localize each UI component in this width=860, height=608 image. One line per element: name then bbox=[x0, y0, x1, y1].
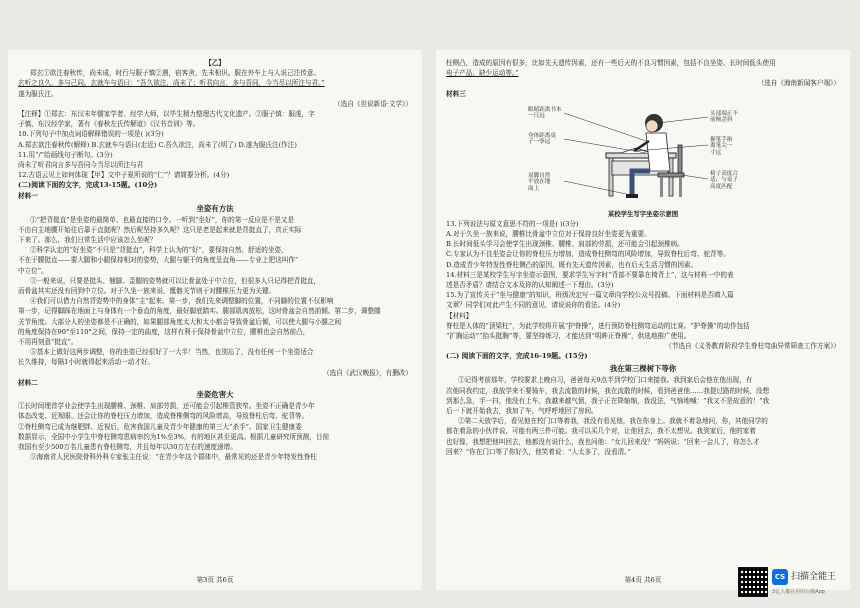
material-2-source: （选自《海南新闻客户端》） bbox=[757, 79, 840, 88]
question-15: 15.为了宣传关于“坐与健康”的知识，班级决定写一篇文章向学校公众号投稿。下面材料是否填入篇 bbox=[446, 291, 734, 300]
question-13-option-a: A.对于久坐一族来说，腰椎比骨盆中立位对于保持良好坐姿更为重要。 bbox=[446, 230, 651, 239]
material-3-label: 材料三 bbox=[446, 89, 466, 98]
story-title: 我在第三棵树下等你 bbox=[609, 364, 677, 374]
story-line-2: 次他同我约定，我放学来不要骑车，我去流散的时候，我在流散的时候，看到爸爸他……我提过路的时候，没想 bbox=[446, 386, 770, 395]
material-1-line-10: 第一步，记得脚踩在地面上与身体有一个垂直的角度，最好脚底踏实。腿部肌肉放松，这时骨盆会自然前倾。第二步，调整膝 bbox=[18, 307, 381, 316]
question-10-options: A.郑玄欲注春秋传(解释) B.玄就车与语曰(走近) C.吾久欲注，尚未了(明了) D.遂为服氏注(作注) bbox=[18, 140, 297, 149]
question-13-option-d: D.造成青少年特发性脊柱侧凸的原因，既有先天遗传因素，也有后天生活习惯的因素。 bbox=[446, 260, 698, 269]
material-1-line-9: ④我们可以借力自然背姿势中的身体“主”起来。第一步，我们先来调整脚的位置，不同脚的位置不仅影响 bbox=[30, 297, 334, 306]
question-11: 11.用“/”给画线句子断句。(3分) bbox=[18, 150, 113, 159]
story-line-3: 到那么急，手一抖，他没有上车。我越来越气愤，我子正在降缩缩，我没法，气恼地喊：“我又不是故意的！”我 bbox=[446, 396, 770, 405]
passage-yi-source: （选自《世说新语·文学》） bbox=[334, 99, 412, 108]
scanner-app-slogan: 3亿人都在用的扫描App bbox=[772, 589, 825, 595]
exam-page-left bbox=[8, 50, 422, 590]
figure-caption: 某校学生写字坐姿示意图 bbox=[607, 209, 679, 218]
material-2-cont-line-2: 电子产品、缺少运动等。” bbox=[446, 69, 519, 78]
passage-yi-line-1: 郑玄①欲注春秋传，尚未成，时行与服子慎②遇，宿客舍，先未相识。服在外车上与人说己注传意。 bbox=[30, 69, 321, 78]
page-number-left: 第3页 共6页 bbox=[196, 576, 234, 584]
exam-page-right bbox=[436, 50, 850, 590]
question-12: 12.古语云见上如何体现【甲】文中子夏所说的“仁”？请简要分析。(4分) bbox=[18, 171, 230, 180]
material-1-source: （选自《武汉晚报》，有删改） bbox=[322, 368, 412, 377]
story-line-6: 都在着急的小伙伴说，可能有两三件可能。我可以买几个对，让他回去，我不太想见。我到家后，他的家着 bbox=[446, 427, 756, 436]
figure-label-finger: 握笔手指 离笔尖一 寸远 bbox=[710, 136, 733, 156]
figure-label-eye-distance: 眼睛距离书本 一尺远 bbox=[528, 106, 562, 120]
sitting-posture-figure bbox=[446, 101, 840, 219]
notes-line-2: 子慎，东汉经学家，著有《春秋左氏传解谊》《汉书音训》等。 bbox=[18, 120, 200, 129]
question-15-source: （节选自《义务教育阶段学生脊柱弯曲异常筛查工作方案》） bbox=[665, 342, 840, 351]
question-15-material-label: 【材料】 bbox=[446, 311, 473, 320]
material-1-line-8: 而骨盆其实还没有回到中立位。对于久坐一族来说，骶髂关节则于对腰椎压力更为关键。 bbox=[18, 287, 276, 296]
material-2-line-3: ②脊柱侧弯已成为继肥胖、近视后，危害我国儿童及青少年健康的第三大“杀手”。国家卫生健康委 bbox=[18, 422, 302, 431]
posture-illustration bbox=[446, 101, 840, 211]
figure-label-chair: 椅子高度合 适，与桌子 高度匹配 bbox=[710, 170, 738, 190]
notes-line-1: 【注释】①郑玄：东汉末年儒家学者、经学大师，以毕生精力整理古代文化遗产。②服子慎：服虔，字 bbox=[18, 110, 315, 119]
scanner-watermark bbox=[738, 565, 860, 605]
material-1-line-13: 不用再刻意“挺直”。 bbox=[18, 338, 78, 347]
scanner-app-name: 扫描全能王 bbox=[791, 572, 837, 582]
material-2-line-2: 体态改变、近视眼、还会让你的脊柱压力增加，造成脊椎侧弯的风险增高，导致脊柱后弯、驼背等。 bbox=[18, 412, 309, 421]
figure-label-head: 头部端正不 前倾歪斜 bbox=[710, 110, 738, 124]
material-1-line-5: 不在于腰挺直——要大腿和小腿保持相对的姿势，大腿与躯干的角度呈直角——专业上把这叫作“ bbox=[18, 256, 299, 265]
passage-yi-line-2: 玄听之良久，多与己同。玄就车与语曰：“吾久欲注，尚未了；听君向言，多与吾同，今当尽以所注与君。” bbox=[18, 79, 325, 88]
story-line-7: 也好像，我想把他叫回去，他都没有说什么，我也问他：“女儿回来没？”妈妈说：“回来一会儿了，你怎么才 bbox=[446, 437, 760, 446]
question-13-option-c: C.专家认为不良坐姿会让你的脊柱压力增加，造成脊柱侧弯的风险增加，导致脊柱后弯、驼背等。 bbox=[446, 250, 730, 259]
passage-yi-line-3: 遂为服氏注。 bbox=[18, 89, 58, 98]
material-1-label: 材料一 bbox=[18, 192, 38, 201]
story-line-1: ①记得考前那年，学校要求上晚自习，爸爸每天9点半到学校门口来接我。我到家后会他在他出现，有 bbox=[458, 376, 753, 385]
page-number-right: 第4页 共6页 bbox=[624, 576, 662, 584]
material-1-line-12: 的角度保持在90°至110°之间，保持一定的曲度，这样有利于保持骨盆中立位，腰椎也会自然前凸， bbox=[18, 327, 310, 336]
question-13-option-b: B.长时间低头学习会使学生出现颈椎、腰椎、肩部的劳损，还可能会引起颈椎病。 bbox=[446, 240, 684, 249]
material-1-line-11: 关节角度。大部分人的坐姿都是不正确的，如果腿部角度太大和太小都会导致骨盆后倾，可以使大腿与小腿之间 bbox=[18, 317, 342, 326]
material-1-line-14: ⑤基本上做好这两步调整，你的坐姿已经很好了一大半！当然，也别忘了，没有任何一个坐姿适合 bbox=[30, 348, 314, 357]
question-15-material-line-2: “扩胸运动”“抬头挺胸”等，要坚持练习，才能达到“明眸正脊操”，供选地推广使用。 bbox=[446, 332, 691, 341]
question-14: 14.材料三是某校学生写字坐姿示意图，要求学生写字时“背部不要靠在椅背上”，这与材料一中的表 bbox=[446, 270, 734, 279]
camscanner-logo-icon: CS bbox=[772, 569, 788, 585]
material-2-title: 坐姿危害大 bbox=[196, 390, 234, 400]
figure-label-feet: 双脚自然 平放在地 面上 bbox=[528, 172, 551, 192]
story-line-4: 后一下就开始我去，我加了车，气呼呼地回了房间。 bbox=[446, 407, 598, 416]
story-line-5: ②第二天放学后，看见他在校门口等着我，我没有看见他，我在你身上。我就不着急地问，你，其他同学的 bbox=[458, 417, 768, 426]
material-1-line-7: ③一般来说，只要是挺头、翘脚、歪腿的姿势就可以让骨盆处于中立位，但很多人只记得把背挺直， bbox=[30, 276, 321, 285]
material-2-label: 材料二 bbox=[18, 378, 38, 387]
material-2-line-6: ③海南省人民医院骨科外科专家张主任说：“在青少年这个群体中，最常见的还是青少年特发性脊柱 bbox=[30, 453, 317, 462]
right-column bbox=[446, 58, 840, 457]
section-2-heading: (二)阅读下面的文字，完成13-15题。(10分) bbox=[18, 181, 158, 190]
question-13: 13.下列说法与原文意思不符的一项是( )(3分) bbox=[446, 219, 579, 228]
material-1-title: 坐姿有方法 bbox=[196, 203, 234, 213]
story-line-8: 回来？”你在门口等了你好久，他笑着说：“人太多了，没看清。” bbox=[446, 447, 631, 456]
material-2-cont-line-1: 柱侧凸，造成的原因有很多，比如先天遗传因素，还有一些后天的不良习惯因素，包括不良坐姿、长时间低头使用 bbox=[446, 59, 776, 67]
question-10: 10.下列句子中加点词语解释错误的一项是( )(3分) bbox=[18, 130, 164, 139]
question-15-cont: 文章？同学们对此产生不同的意见，请说说你的看法。(4分) bbox=[446, 301, 621, 310]
material-1-line-1: ①“把背挺直”是坐姿的最简单、也最直接的口令。一听到“坐好”，你的第一反应是不是又是 bbox=[30, 215, 295, 224]
material-2-line-1: ①长时间埋首学业会使学生出现腰椎、颈椎、肩部劳损，还可能会引起椎管狭窄。坐姿不正确是青少年 bbox=[18, 402, 315, 411]
material-1-line-3: 下来了。那么，我们日常生活中应该怎么坐呢？ bbox=[18, 236, 157, 245]
material-1-line-6: 中立位”。 bbox=[18, 266, 48, 275]
material-1-line-2: 不由自主地腰开始往后靠于直挺呢？然后呢坚持多久呢？这只是老是起来就是背挺直了，真正实际 bbox=[18, 225, 302, 234]
question-14-cont: 述是否矛盾？请结合文本及你的认知阐述一下理由。(3分) bbox=[446, 281, 614, 290]
qr-code-icon bbox=[738, 567, 768, 597]
figure-label-chest-distance: 身体距离桌 子一拳远 bbox=[528, 132, 556, 146]
left-column bbox=[18, 58, 412, 462]
question-11-sentence: 尚未了听君向言多与吾同今当尽以所注与君 bbox=[18, 161, 144, 170]
section-3-heading: (二) 阅读下面的文字，完成16-19题。(15分) bbox=[446, 352, 588, 361]
material-1-line-4: ②科学认定的“好坐姿”不只是“背挺直”，科学上认为的“好”，要保持自然、舒适的坐姿， bbox=[30, 246, 288, 255]
passage-yi-header: 【乙】 bbox=[205, 59, 225, 67]
question-15-material-line-1: 脊柱是人体的“顶梁柱”，为此学校将开展“护脊操”，进行预防脊柱侧弯运动的比赛。“护脊操”的动作包括 bbox=[446, 321, 750, 330]
material-1-line-15: 长久维持，每隔1小时就得起来活动一动才好。 bbox=[18, 358, 155, 367]
material-2-line-5: 我国有至少500万名儿童患有脊柱侧弯，并且每年以30万左右的速度递增。 bbox=[18, 442, 237, 451]
material-2-line-4: 数据显示，全国中小学生中脊柱侧弯患病率约为1%至3%，有的地区甚至更高。根据儿童研究所预测，目前 bbox=[18, 432, 330, 441]
